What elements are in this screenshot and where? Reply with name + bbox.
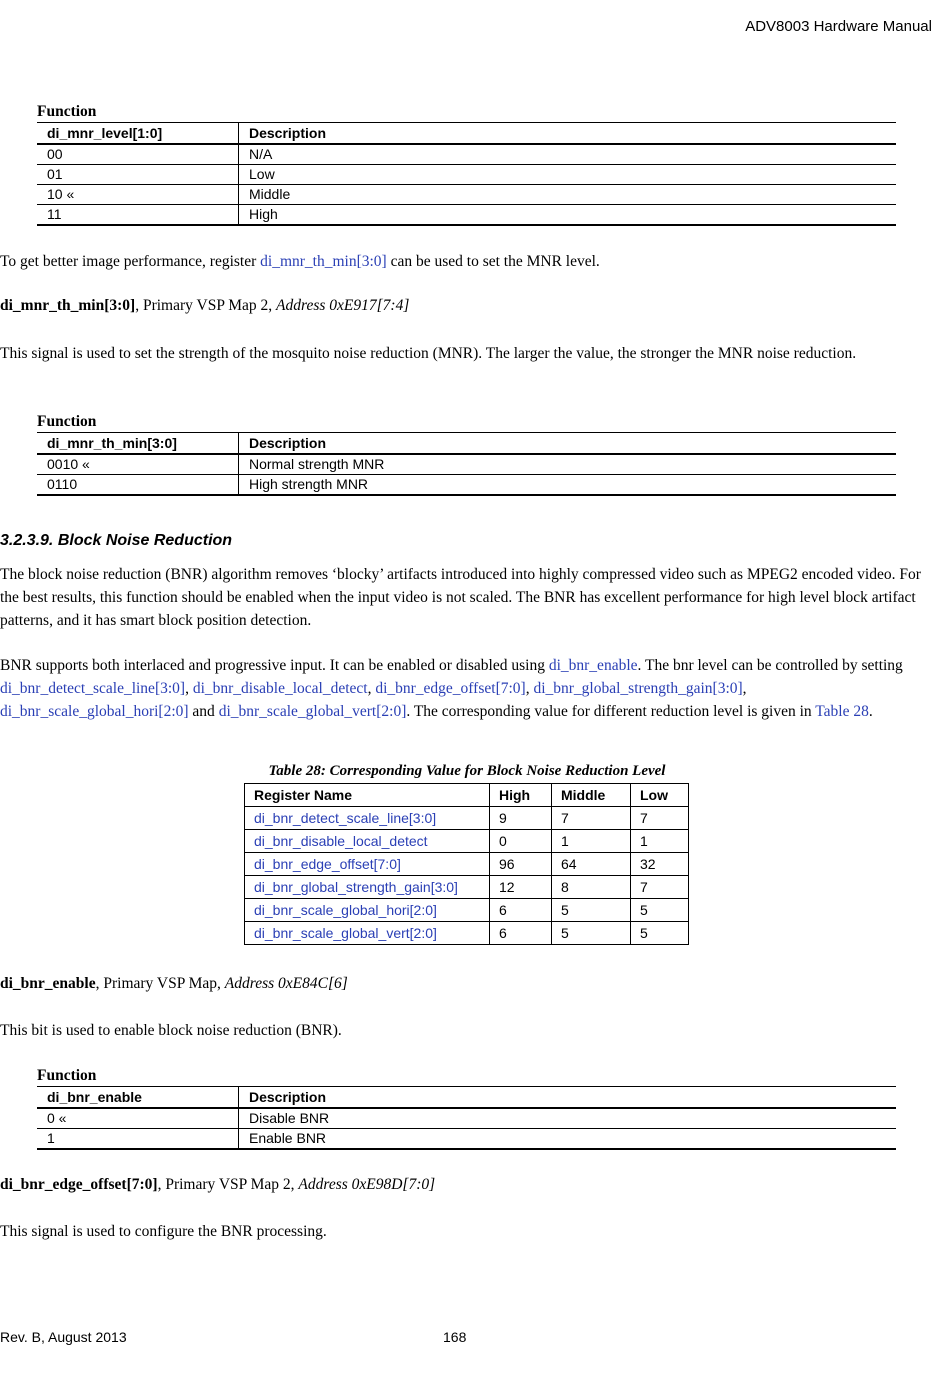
table-cell: 1 xyxy=(552,830,631,853)
table-cell: 5 xyxy=(631,922,689,945)
table-cell: 8 xyxy=(552,876,631,899)
table-cell: 7 xyxy=(631,876,689,899)
table-cell: 12 xyxy=(490,876,552,899)
table-cell: Normal strength MNR xyxy=(239,454,897,475)
signal-heading-bnr-edge-offset: di_bnr_edge_offset[7:0], Primary VSP Map 2, Address 0xE98D[7:0] xyxy=(0,1176,436,1193)
table-cell: 0010 « xyxy=(37,454,239,475)
column-header: di_mnr_th_min[3:0] xyxy=(37,433,239,455)
link-di-bnr-detect-scale-line[interactable]: di_bnr_detect_scale_line[3:0] xyxy=(0,680,186,697)
table-cell: 5 xyxy=(552,899,631,922)
column-header: Low xyxy=(631,784,689,807)
table-row xyxy=(245,830,689,853)
table-cell: 1 xyxy=(37,1129,239,1150)
bnr-level-table xyxy=(244,783,689,945)
paragraph-bnr-controls: BNR supports both interlaced and progressive input. It can be enabled or disabled using di_bnr_enable. The bnr level can be controlled by setting di_bnr_detect_scale_line[3:0], di_bnr_disable_local_detect, di_bnr_edge_offset[7:0], di_bnr_global_strength_gain[3:0], di_bnr_scale_global_hori[2:0] and di_bnr_scale_global_vert[2:0]. The corresponding value for different reduction level is given in Table 28. xyxy=(0,657,903,720)
link-di-bnr-global-strength-gain[interactable]: di_bnr_global_strength_gain[3:0] xyxy=(533,680,743,697)
link-di-bnr-edge-offset[interactable]: di_bnr_edge_offset[7:0] xyxy=(375,680,526,697)
link-table-28[interactable]: Table 28 xyxy=(815,703,869,720)
mnr-level-function-table xyxy=(37,102,896,226)
column-header: High xyxy=(490,784,552,807)
table-cell: Middle xyxy=(239,185,897,205)
link-di-mnr-th-min[interactable]: di_mnr_th_min[3:0] xyxy=(260,253,387,270)
table-row xyxy=(37,475,896,496)
paragraph-bnr-intro: The block noise reduction (BNR) algorithm removes ‘blocky’ artifacts introduced into highly compressed video such as MPEG2 encoded video. For the best results, this function should be enabled when the input video is not scaled. The BNR has excellent performance for high level block artifact patterns, and it has smart block position detection. xyxy=(0,566,921,629)
column-header: Middle xyxy=(552,784,631,807)
table-row xyxy=(37,454,896,475)
register-link[interactable]: di_bnr_detect_scale_line[3:0] xyxy=(254,810,437,826)
table-row xyxy=(245,853,689,876)
table-cell: High strength MNR xyxy=(239,475,897,496)
table-row xyxy=(245,899,689,922)
table-cell: 7 xyxy=(552,807,631,830)
table-cell: Disable BNR xyxy=(239,1108,897,1129)
table-cell: 00 xyxy=(37,144,239,165)
paragraph-mnr-intro: To get better image performance, register di_mnr_th_min[3:0] can be used to set the MNR level. xyxy=(0,253,600,270)
table-cell: High xyxy=(239,205,897,226)
section-heading-block-noise-reduction: 3.2.3.9. Block Noise Reduction xyxy=(0,532,233,549)
link-di-bnr-disable-local-detect[interactable]: di_bnr_disable_local_detect xyxy=(192,680,368,697)
table-cell: N/A xyxy=(239,144,897,165)
table-cell: 96 xyxy=(490,853,552,876)
table-cell: 9 xyxy=(490,807,552,830)
table-row xyxy=(37,185,896,205)
signal-heading-mnr-th-min: di_mnr_th_min[3:0], Primary VSP Map 2, Address 0xE917[7:4] xyxy=(0,297,410,314)
link-di-bnr-scale-global-hori[interactable]: di_bnr_scale_global_hori[2:0] xyxy=(0,703,189,720)
table-cell: 6 xyxy=(490,899,552,922)
table-28-caption: Table 28: Corresponding Value for Block Noise Reduction Level xyxy=(268,763,666,779)
table-row xyxy=(245,876,689,899)
table-cell: Enable BNR xyxy=(239,1129,897,1150)
table-cell: 1 xyxy=(631,830,689,853)
table-caption: Function xyxy=(37,103,97,120)
mnr-th-min-function-table xyxy=(37,412,896,496)
table-cell: Low xyxy=(239,165,897,185)
table-row xyxy=(37,165,896,185)
paragraph-bnr-edge-offset-description: This signal is used to configure the BNR processing. xyxy=(0,1223,327,1240)
column-header: Description xyxy=(239,1087,897,1109)
table-cell: 0110 xyxy=(37,475,239,496)
footer-page-number: 168 xyxy=(443,1329,467,1345)
column-header: di_bnr_enable xyxy=(37,1087,239,1109)
table-cell: 7 xyxy=(631,807,689,830)
paragraph-mnr-description: This signal is used to set the strength of the mosquito noise reduction (MNR). The larger the value, the stronger the MNR noise reduction. xyxy=(0,345,857,362)
table-cell: 0 « xyxy=(37,1108,239,1129)
table-cell: 5 xyxy=(552,922,631,945)
link-di-bnr-enable[interactable]: di_bnr_enable xyxy=(548,657,638,674)
column-header: Description xyxy=(239,433,897,455)
table-row xyxy=(245,807,689,830)
table-caption: Function xyxy=(37,413,97,430)
table-cell: 11 xyxy=(37,205,239,226)
column-header: Description xyxy=(239,123,897,145)
footer-revision: Rev. B, August 2013 xyxy=(0,1329,127,1345)
link-di-bnr-scale-global-vert[interactable]: di_bnr_scale_global_vert[2:0] xyxy=(218,703,407,720)
table-cell: 64 xyxy=(552,853,631,876)
register-link[interactable]: di_bnr_scale_global_hori[2:0] xyxy=(254,902,437,918)
table-row xyxy=(37,205,896,226)
table-caption: Function xyxy=(37,1067,97,1084)
table-cell: 0 xyxy=(490,830,552,853)
column-header: Register Name xyxy=(245,784,490,807)
register-link[interactable]: di_bnr_edge_offset[7:0] xyxy=(254,856,401,872)
register-link[interactable]: di_bnr_scale_global_vert[2:0] xyxy=(254,925,437,941)
table-cell: 6 xyxy=(490,922,552,945)
register-link[interactable]: di_bnr_disable_local_detect xyxy=(254,833,428,849)
bnr-enable-function-table xyxy=(37,1066,896,1150)
signal-heading-bnr-enable: di_bnr_enable, Primary VSP Map, Address 0xE84C[6] xyxy=(0,975,348,992)
paragraph-bnr-enable-description: This bit is used to enable block noise reduction (BNR). xyxy=(0,1022,342,1039)
document-header-title: ADV8003 Hardware Manual xyxy=(745,18,932,35)
table-row xyxy=(37,1108,896,1129)
register-link[interactable]: di_bnr_global_strength_gain[3:0] xyxy=(254,879,458,895)
table-cell: 32 xyxy=(631,853,689,876)
table-row xyxy=(37,144,896,165)
table-cell: 5 xyxy=(631,899,689,922)
table-row xyxy=(245,922,689,945)
column-header: di_mnr_level[1:0] xyxy=(37,123,239,145)
table-cell: 01 xyxy=(37,165,239,185)
table-row xyxy=(37,1129,896,1150)
table-cell: 10 « xyxy=(37,185,239,205)
